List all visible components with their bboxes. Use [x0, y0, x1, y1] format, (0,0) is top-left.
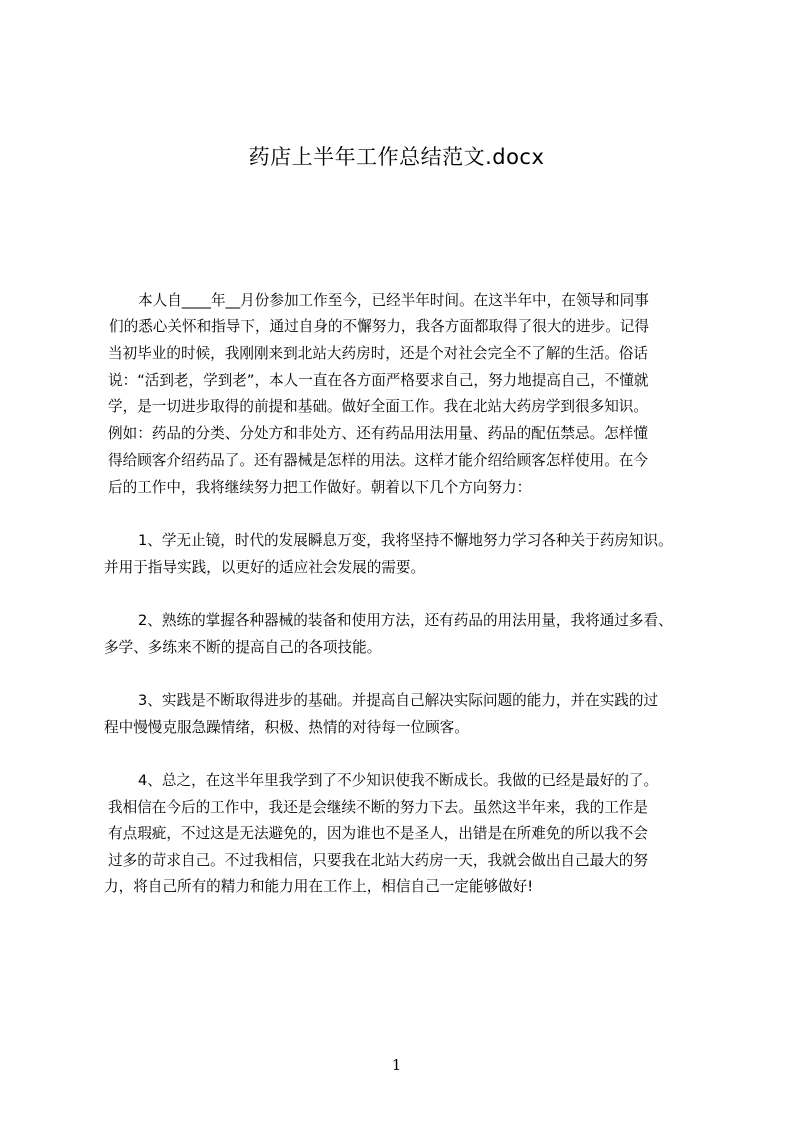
paragraph-line: 我相信在今后的工作中，我还是会继续不断的努力下去。虽然这半年来，我的工作是: [108, 799, 648, 816]
paragraph-line: 当初毕业的时候，我刚刚来到北站大药房时，还是个对社会完全不了解的生活。俗话: [108, 345, 648, 362]
paragraph-line: 例如：药品的分类、分处方和非处方、还有药品用法用量、药品的配伍禁忌。怎样懂: [108, 425, 648, 442]
paragraph-line: 学，是一切进步取得的前提和基础。做好全面工作。我在北站大药房学到很多知识。: [108, 398, 648, 415]
paragraph-line: 4、总之，在这半年里我学到了不少知识使我不断成长。我做的已经是最好的了。: [138, 772, 659, 789]
paragraph-line: 程中慢慢克服急躁情绪，积极、热情的对待每一位顾客。: [104, 719, 469, 736]
paragraph-line: 本人自____年__月份参加工作至今，已经半年时间。在这半年中，在领导和同事: [138, 292, 649, 309]
paragraph-line: 后的工作中，我将继续努力把工作做好。朝着以下几个方向努力：: [108, 479, 532, 496]
paragraph-line: 过多的苛求自己。不过我相信，只要我在北站大药房一天，我就会做出自己最大的努: [108, 852, 648, 869]
paragraph-line: 2、熟练的掌握各种器械的装备和使用方法，还有药品的用法用量，我将通过多看、: [138, 612, 673, 629]
paragraph-line: 1、学无止镜，时代的发展瞬息万变，我将坚持不懈地努力学习各种关于药房知识。: [138, 532, 673, 549]
paragraph-line: 得给顾客介绍药品了。还有器械是怎样的用法。这样才能介绍给顾客怎样使用。在今: [108, 452, 648, 469]
page-number: 1: [391, 1056, 402, 1074]
paragraph-line: 3、实践是不断取得进步的基础。并提高自己解决实际问题的能力，并在实践的过: [138, 692, 659, 709]
paragraph-line: 并用于指导实践，以更好的适应社会发展的需要。: [104, 559, 426, 576]
paragraph-line: 有点瑕疵，不过这是无法避免的，因为谁也不是圣人，出错是在所难免的所以我不会: [108, 825, 648, 842]
paragraph-line: 说：“活到老，学到老”，本人一直在各方面严格要求自己，努力地提高自己，不懂就: [108, 372, 649, 389]
paragraph-line: 力，将自己所有的精力和能力用在工作上，相信自己一定能够做好!: [104, 878, 534, 895]
paragraph-line: 多学、多练来不断的提高自己的各项技能。: [104, 639, 382, 656]
document-title: 药店上半年工作总结范文.docx: [248, 145, 545, 169]
paragraph-line: 们的悉心关怀和指导下，通过自身的不懈努力，我各方面都取得了很大的进步。记得: [109, 318, 649, 335]
